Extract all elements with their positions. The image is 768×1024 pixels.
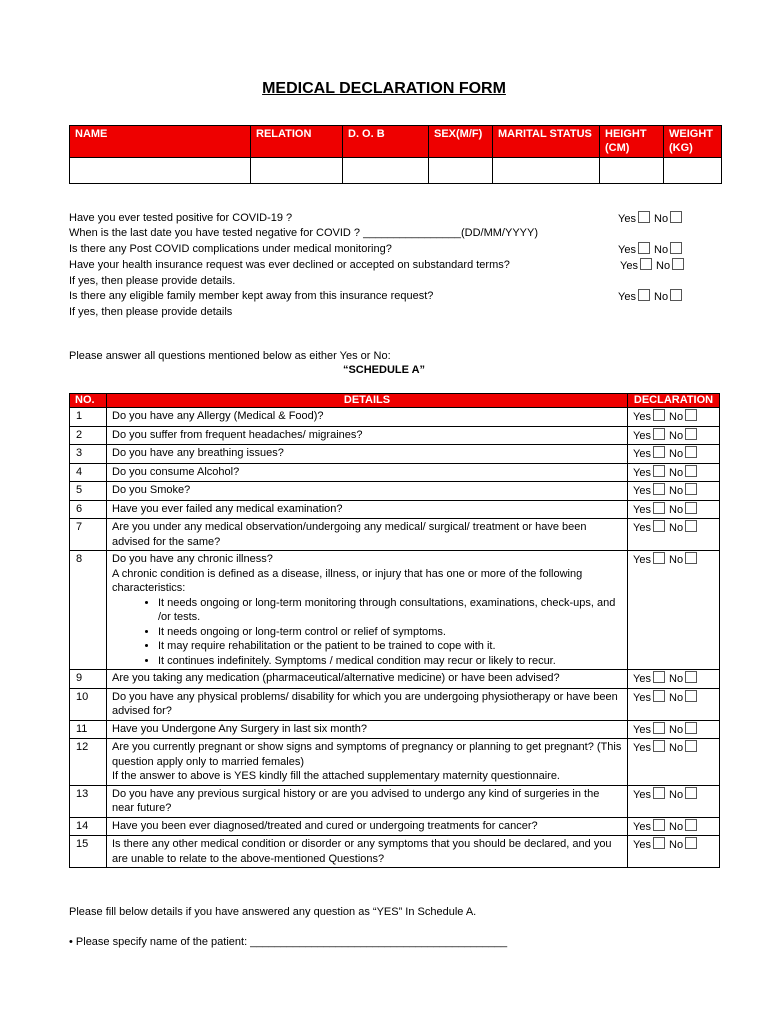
yes-checkbox[interactable]	[638, 289, 650, 301]
yes-checkbox[interactable]	[653, 502, 665, 514]
row-declaration	[628, 551, 720, 670]
question-details: Are you taking any medication (pharmaceutical/alternative medicine) or have been advised?	[112, 672, 560, 684]
yes-label: Yes	[633, 673, 651, 685]
schedule-title: “SCHEDULE A”	[342, 364, 426, 376]
yes-checkbox[interactable]	[653, 690, 665, 702]
row-number: 15	[70, 836, 107, 868]
row-number: 12	[70, 739, 107, 786]
yes-label: Yes	[633, 448, 651, 460]
yes-checkbox[interactable]	[638, 211, 650, 223]
question-details: Do you have any physical problems/ disability for which you are undergoing physiotherapy or have been advised for?	[112, 690, 618, 717]
yes-label: Yes	[633, 485, 651, 497]
row-number: 1	[70, 408, 107, 427]
member-entry-row	[70, 158, 722, 184]
question-details: Have you Undergone Any Surgery in last six month?	[112, 722, 367, 735]
yes-label: Yes	[633, 411, 651, 423]
no-checkbox[interactable]	[672, 258, 684, 270]
yes-label: Yes	[618, 291, 636, 303]
no-label: No	[669, 723, 684, 736]
no-label: No	[669, 411, 684, 423]
no-checkbox[interactable]	[685, 446, 697, 458]
row-details	[107, 500, 628, 519]
no-label: No	[669, 485, 684, 497]
question-extra: A chronic condition is defined as a disease, illness, or injury that has one or more of the following characteristics:	[112, 567, 583, 594]
yes-checkbox[interactable]	[653, 671, 665, 683]
row-declaration	[628, 408, 720, 427]
row-declaration	[628, 739, 720, 786]
header-declaration: DECLARATION	[628, 394, 720, 408]
row-declaration	[628, 836, 720, 868]
yes-checkbox[interactable]	[653, 428, 665, 440]
schedule-row	[70, 688, 720, 720]
list-item: • It continues indefinitely. Symptoms / medical condition may recur or likely to recur.	[158, 654, 622, 669]
header-marital-status: MARITAL STATUS	[493, 126, 600, 158]
question-details: Are you under any medical observation/undergoing any medical/ surgical/ treatment or have been advised for the same?	[112, 521, 587, 548]
yes-checkbox[interactable]	[653, 465, 665, 477]
question-details: Do you suffer from frequent headaches/ migraines?	[112, 428, 363, 441]
row-declaration	[628, 500, 720, 519]
yes-label: Yes	[618, 213, 636, 225]
row-details	[107, 739, 628, 786]
no-label: No	[669, 429, 684, 442]
schedule-row	[70, 482, 720, 501]
no-checkbox[interactable]	[685, 740, 697, 752]
row-declaration	[628, 688, 720, 720]
yes-checkbox[interactable]	[653, 446, 665, 458]
header-no: NO.	[70, 394, 107, 408]
no-checkbox[interactable]	[685, 465, 697, 477]
sex-cell[interactable]	[429, 158, 493, 184]
row-declaration	[628, 482, 720, 501]
schedule-row	[70, 785, 720, 817]
row-details	[107, 426, 628, 445]
no-label: No	[669, 522, 684, 534]
no-checkbox[interactable]	[685, 819, 697, 831]
question-details: Do you have any breathing issues?	[112, 447, 284, 459]
member-table-header	[70, 126, 722, 158]
yes-label: Yes	[633, 554, 651, 566]
schedule-row	[70, 720, 720, 739]
row-number: 7	[70, 519, 107, 551]
no-label: No	[656, 260, 671, 272]
yes-checkbox[interactable]	[653, 483, 665, 495]
list-item: • It needs ongoing or long-term control or relief of symptoms.	[158, 625, 622, 640]
header-relation: RELATION	[251, 126, 343, 158]
no-label: No	[654, 213, 669, 225]
schedule-row	[70, 836, 720, 868]
row-number: 11	[70, 720, 107, 739]
footer-note: Please fill below details if you have answered any question as “YES” In Schedule A.	[69, 906, 477, 918]
no-checkbox[interactable]	[670, 211, 682, 223]
yes-checkbox[interactable]	[653, 409, 665, 421]
height-cell[interactable]	[600, 158, 664, 184]
no-label: No	[669, 554, 684, 566]
row-details	[107, 482, 628, 501]
row-declaration	[628, 463, 720, 482]
yes-label: Yes	[633, 503, 651, 516]
marital-status-cell[interactable]	[493, 158, 600, 184]
page-title: MEDICAL DECLARATION FORM	[262, 80, 506, 97]
schedule-row	[70, 670, 720, 689]
no-checkbox[interactable]	[685, 428, 697, 440]
yes-checkbox[interactable]	[653, 740, 665, 752]
yes-checkbox[interactable]	[653, 552, 665, 564]
row-details	[107, 688, 628, 720]
row-number: 13	[70, 785, 107, 817]
row-number: 3	[70, 445, 107, 464]
yes-no-choice	[620, 258, 685, 273]
row-declaration	[628, 426, 720, 445]
row-number: 6	[70, 500, 107, 519]
yes-label: Yes	[633, 742, 651, 754]
no-checkbox[interactable]	[670, 289, 682, 301]
header-name: NAME	[70, 126, 251, 158]
row-declaration	[628, 720, 720, 739]
header-height: HEIGHT (CM)	[600, 126, 664, 158]
dob-cell[interactable]	[343, 158, 429, 184]
row-number: 14	[70, 817, 107, 836]
schedule-row	[70, 500, 720, 519]
no-checkbox[interactable]	[685, 722, 697, 734]
no-checkbox[interactable]	[685, 671, 697, 683]
schedule-row	[70, 463, 720, 482]
list-item: • It may require rehabilitation or the patient to be trained to cope with it.	[158, 639, 622, 654]
row-details	[107, 670, 628, 689]
row-declaration	[628, 445, 720, 464]
no-label: No	[669, 820, 684, 833]
row-details	[107, 408, 628, 427]
yes-no-choice	[618, 242, 683, 257]
yes-checkbox[interactable]	[638, 242, 650, 254]
row-number: 10	[70, 688, 107, 720]
question-details: Have you ever failed any medical examination?	[112, 502, 343, 515]
yes-checkbox[interactable]	[653, 520, 665, 532]
row-declaration	[628, 817, 720, 836]
yes-label: Yes	[633, 820, 651, 833]
question-text: If yes, then please provide details	[69, 306, 233, 318]
no-checkbox[interactable]	[685, 787, 697, 799]
yes-label: Yes	[633, 466, 651, 479]
question-text: When is the last date you have tested negative for COVID ? ________________(DD/MM/YYYY)	[69, 227, 538, 239]
schedule-row	[70, 551, 720, 670]
yes-label: Yes	[633, 723, 651, 736]
yes-label: Yes	[633, 522, 651, 534]
question-details: Do you have any previous surgical history or are you advised to undergo any kind of surgeries in the near future?	[112, 787, 600, 814]
question-details: Are you currently pregnant or show signs and symptoms of pregnancy or planning to get pregnant? (This question apply only to married females)	[112, 741, 622, 768]
row-number: 9	[70, 670, 107, 689]
characteristics-list	[112, 596, 622, 669]
row-details	[107, 720, 628, 739]
row-details	[107, 836, 628, 868]
yes-checkbox[interactable]	[653, 722, 665, 734]
question-text: Have your health insurance request was ever declined or accepted on substandard terms?	[69, 259, 510, 271]
question-details: Do you have any Allergy (Medical & Food)?	[112, 410, 324, 422]
row-details	[107, 519, 628, 551]
schedule-row	[70, 426, 720, 445]
row-number: 8	[70, 551, 107, 670]
schedule-row	[70, 739, 720, 786]
yes-no-choice	[618, 289, 683, 304]
question-details: Do you have any chronic illness?	[112, 553, 273, 565]
list-item: • It needs ongoing or long-term monitoring through consultations, examinations, check-ups, and /or tests.	[158, 596, 622, 625]
no-checkbox[interactable]	[685, 552, 697, 564]
weight-cell[interactable]	[664, 158, 722, 184]
row-details	[107, 817, 628, 836]
row-number: 5	[70, 482, 107, 501]
yes-label: Yes	[633, 691, 651, 704]
header-details: DETAILS	[107, 394, 628, 408]
no-label: No	[669, 788, 684, 801]
no-label: No	[669, 448, 684, 460]
no-label: No	[669, 839, 684, 851]
row-declaration	[628, 785, 720, 817]
member-table	[69, 125, 722, 184]
row-details	[107, 463, 628, 482]
question-text: Is there any eligible family member kept away from this insurance request?	[69, 290, 434, 302]
schedule-row	[70, 519, 720, 551]
row-details	[107, 785, 628, 817]
no-checkbox[interactable]	[685, 837, 697, 849]
yes-label: Yes	[633, 788, 651, 801]
no-checkbox[interactable]	[685, 690, 697, 702]
relation-cell[interactable]	[251, 158, 343, 184]
yes-no-choice	[618, 211, 683, 226]
no-checkbox[interactable]	[670, 242, 682, 254]
schedule-row	[70, 408, 720, 427]
header-sex: SEX(M/F)	[429, 126, 493, 158]
no-checkbox[interactable]	[685, 483, 697, 495]
no-label: No	[669, 691, 684, 704]
schedule-table	[69, 393, 720, 868]
question-extra: If the answer to above is YES kindly fill the attached supplementary maternity questionnaire.	[112, 770, 560, 782]
yes-label: Yes	[620, 260, 638, 272]
schedule-header	[70, 394, 720, 408]
yes-label: Yes	[618, 244, 636, 256]
row-declaration	[628, 519, 720, 551]
question-text: If yes, then please provide details.	[69, 275, 236, 287]
question-details: Have you been ever diagnosed/treated and cured or undergoing treatments for cancer?	[112, 819, 538, 832]
no-checkbox[interactable]	[685, 520, 697, 532]
patient-name-line[interactable]: • Please specify name of the patient: __________________________________________	[69, 936, 508, 948]
yes-label: Yes	[633, 429, 651, 442]
no-label: No	[654, 291, 669, 303]
schedule-row	[70, 445, 720, 464]
question-text: Is there any Post COVID complications under medical monitoring?	[69, 243, 392, 255]
no-label: No	[669, 466, 684, 479]
yes-checkbox[interactable]	[653, 837, 665, 849]
row-number: 4	[70, 463, 107, 482]
no-label: No	[669, 673, 684, 685]
yes-checkbox[interactable]	[640, 258, 652, 270]
yes-checkbox[interactable]	[653, 819, 665, 831]
header-dob: D. O. B	[343, 126, 429, 158]
no-label: No	[669, 742, 684, 754]
no-checkbox[interactable]	[685, 502, 697, 514]
header-weight: WEIGHT (KG)	[664, 126, 722, 158]
question-details: Do you Smoke?	[112, 484, 191, 496]
yes-label: Yes	[633, 839, 651, 851]
question-text: Have you ever tested positive for COVID-19 ?	[69, 212, 293, 224]
row-number: 2	[70, 426, 107, 445]
no-label: No	[669, 503, 684, 516]
schedule-row	[70, 817, 720, 836]
yes-checkbox[interactable]	[653, 787, 665, 799]
row-details	[107, 445, 628, 464]
row-details	[107, 551, 628, 670]
name-cell[interactable]	[70, 158, 251, 184]
no-label: No	[654, 244, 669, 256]
row-declaration	[628, 670, 720, 689]
question-details: Do you consume Alcohol?	[112, 465, 240, 478]
instruction-text: Please answer all questions mentioned below as either Yes or No:	[69, 350, 391, 362]
question-details: Is there any other medical condition or disorder or any symptoms that you should be declared, and you are unable to relate to the above-mentioned Questions?	[112, 838, 612, 865]
no-checkbox[interactable]	[685, 409, 697, 421]
